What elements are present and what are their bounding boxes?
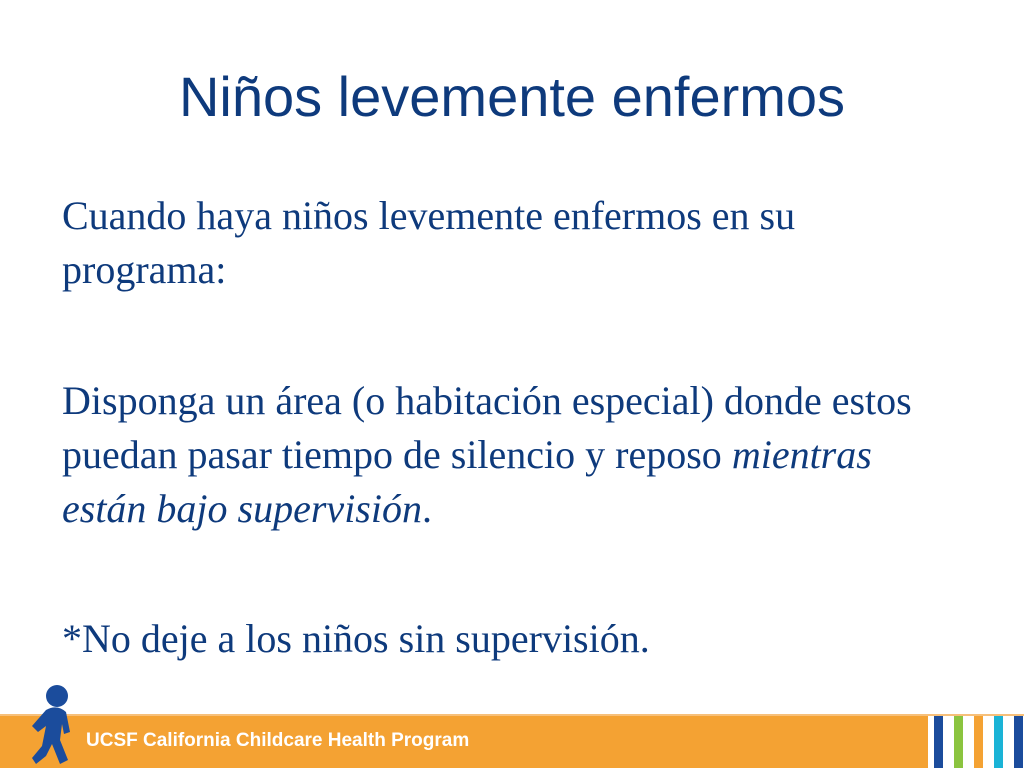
paragraph-instruction bbox=[62, 374, 962, 536]
paragraph-instruction-italic: mientras están bajo supervisión bbox=[62, 432, 872, 531]
stripe-5 bbox=[1014, 716, 1023, 768]
stripe-3 bbox=[974, 716, 983, 768]
paragraph-warning: *No deje a los niños sin supervisión. bbox=[62, 616, 650, 661]
slide-title: Niños levemente enfermos bbox=[178, 65, 846, 128]
paragraph-instruction-text: Disponga un área (o habitación especial) donde estos puedan pasar tiempo de silencio y reposo bbox=[62, 378, 912, 477]
stripe-1 bbox=[934, 716, 943, 768]
running-child-icon bbox=[24, 680, 84, 768]
footer-program-name: UCSF California Childcare Health Program bbox=[86, 730, 470, 751]
paragraph-intro: Cuando haya niños levemente enfermos en su programa: bbox=[62, 193, 796, 292]
footer-stripes bbox=[928, 716, 1024, 768]
stripe-4 bbox=[994, 716, 1003, 768]
stripe-2 bbox=[954, 716, 963, 768]
paragraph-instruction-end: . bbox=[421, 486, 432, 531]
